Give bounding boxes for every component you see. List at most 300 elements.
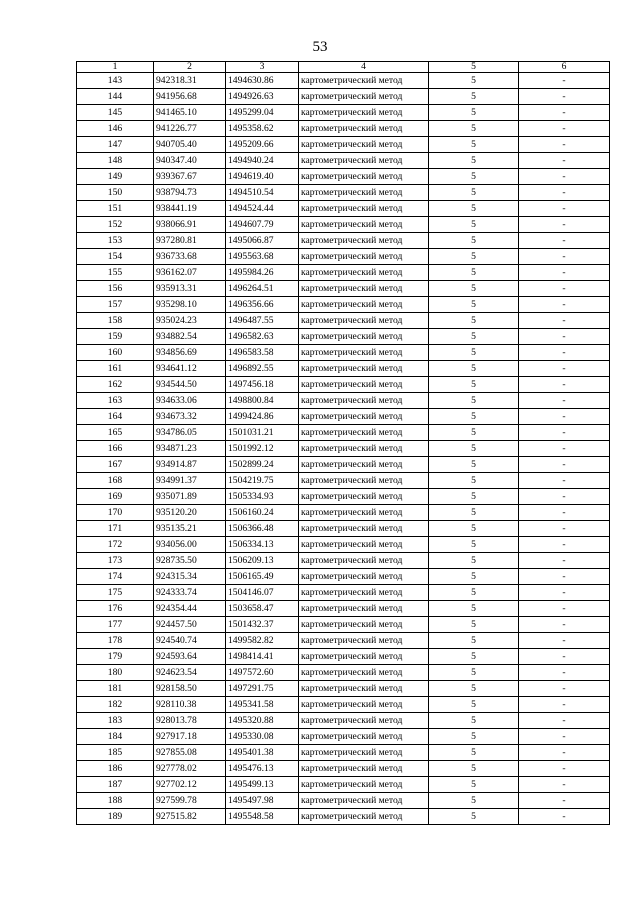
cell-coord-x: 940705.40	[154, 137, 226, 153]
cell-point-number: 165	[77, 425, 154, 441]
cell-accuracy: 5	[429, 777, 519, 793]
cell-coord-y: 1506160.24	[226, 505, 299, 521]
cell-coord-x: 934871.23	[154, 441, 226, 457]
cell-point-number: 162	[77, 377, 154, 393]
cell-method: картометрический метод	[299, 681, 429, 697]
cell-method: картометрический метод	[299, 505, 429, 521]
cell-coord-x: 941956.68	[154, 89, 226, 105]
cell-coord-x: 934544.50	[154, 377, 226, 393]
cell-accuracy: 5	[429, 265, 519, 281]
cell-coord-y: 1499582.82	[226, 633, 299, 649]
cell-note: -	[519, 697, 610, 713]
cell-method: картометрический метод	[299, 233, 429, 249]
table-row	[77, 617, 610, 633]
cell-point-number: 167	[77, 457, 154, 473]
cell-coord-y: 1495299.04	[226, 105, 299, 121]
table-row	[77, 473, 610, 489]
cell-method: картометрический метод	[299, 569, 429, 585]
cell-coord-x: 927702.12	[154, 777, 226, 793]
cell-point-number: 185	[77, 745, 154, 761]
cell-accuracy: 5	[429, 169, 519, 185]
header-col-1: 1	[77, 62, 154, 73]
cell-point-number: 184	[77, 729, 154, 745]
cell-note: -	[519, 217, 610, 233]
cell-point-number: 143	[77, 73, 154, 89]
cell-accuracy: 5	[429, 649, 519, 665]
cell-coord-x: 924333.74	[154, 585, 226, 601]
cell-coord-y: 1494619.40	[226, 169, 299, 185]
cell-point-number: 159	[77, 329, 154, 345]
table-row	[77, 201, 610, 217]
cell-point-number: 163	[77, 393, 154, 409]
table-row	[77, 553, 610, 569]
cell-note: -	[519, 729, 610, 745]
cell-note: -	[519, 585, 610, 601]
cell-coord-x: 938066.91	[154, 217, 226, 233]
cell-note: -	[519, 185, 610, 201]
cell-point-number: 177	[77, 617, 154, 633]
cell-note: -	[519, 521, 610, 537]
cell-accuracy: 5	[429, 73, 519, 89]
table-row	[77, 345, 610, 361]
cell-accuracy: 5	[429, 249, 519, 265]
cell-method: картометрический метод	[299, 553, 429, 569]
cell-coord-x: 938794.73	[154, 185, 226, 201]
table-row	[77, 681, 610, 697]
cell-accuracy: 5	[429, 745, 519, 761]
cell-accuracy: 5	[429, 601, 519, 617]
cell-coord-y: 1499424.86	[226, 409, 299, 425]
table-body	[77, 73, 610, 825]
cell-accuracy: 5	[429, 281, 519, 297]
cell-coord-y: 1495563.68	[226, 249, 299, 265]
cell-accuracy: 5	[429, 441, 519, 457]
table-row	[77, 505, 610, 521]
cell-method: картометрический метод	[299, 249, 429, 265]
cell-coord-x: 934914.87	[154, 457, 226, 473]
cell-point-number: 166	[77, 441, 154, 457]
cell-accuracy: 5	[429, 361, 519, 377]
cell-method: картометрический метод	[299, 745, 429, 761]
cell-coord-x: 935071.89	[154, 489, 226, 505]
table-row	[77, 137, 610, 153]
cell-point-number: 150	[77, 185, 154, 201]
cell-note: -	[519, 553, 610, 569]
table-row	[77, 153, 610, 169]
cell-point-number: 188	[77, 793, 154, 809]
table-row	[77, 665, 610, 681]
cell-coord-x: 927599.78	[154, 793, 226, 809]
cell-coord-y: 1496356.66	[226, 297, 299, 313]
cell-coord-x: 939367.67	[154, 169, 226, 185]
cell-point-number: 172	[77, 537, 154, 553]
cell-method: картометрический метод	[299, 377, 429, 393]
cell-coord-y: 1506209.13	[226, 553, 299, 569]
cell-method: картометрический метод	[299, 265, 429, 281]
table-row	[77, 121, 610, 137]
cell-method: картометрический метод	[299, 409, 429, 425]
cell-coord-y: 1495984.26	[226, 265, 299, 281]
cell-point-number: 149	[77, 169, 154, 185]
cell-coord-y: 1498800.84	[226, 393, 299, 409]
table-row	[77, 521, 610, 537]
cell-accuracy: 5	[429, 201, 519, 217]
cell-coord-y: 1495066.87	[226, 233, 299, 249]
cell-coord-x: 934673.32	[154, 409, 226, 425]
table-row	[77, 297, 610, 313]
table-row	[77, 441, 610, 457]
cell-coord-y: 1495330.08	[226, 729, 299, 745]
cell-coord-x: 927778.02	[154, 761, 226, 777]
header-col-3: 3	[226, 62, 299, 73]
cell-method: картометрический метод	[299, 153, 429, 169]
cell-point-number: 164	[77, 409, 154, 425]
cell-coord-x: 934991.37	[154, 473, 226, 489]
table-row	[77, 729, 610, 745]
cell-point-number: 152	[77, 217, 154, 233]
cell-note: -	[519, 153, 610, 169]
cell-coord-x: 928158.50	[154, 681, 226, 697]
page-number: 53	[312, 39, 328, 55]
cell-point-number: 144	[77, 89, 154, 105]
cell-point-number: 168	[77, 473, 154, 489]
cell-method: картометрический метод	[299, 185, 429, 201]
cell-point-number: 148	[77, 153, 154, 169]
cell-coord-x: 924457.50	[154, 617, 226, 633]
cell-point-number: 175	[77, 585, 154, 601]
table-row	[77, 169, 610, 185]
cell-point-number: 176	[77, 601, 154, 617]
cell-accuracy: 5	[429, 345, 519, 361]
cell-coord-y: 1503658.47	[226, 601, 299, 617]
cell-accuracy: 5	[429, 713, 519, 729]
cell-accuracy: 5	[429, 425, 519, 441]
cell-method: картометрический метод	[299, 393, 429, 409]
cell-coord-y: 1496583.58	[226, 345, 299, 361]
cell-point-number: 160	[77, 345, 154, 361]
cell-accuracy: 5	[429, 553, 519, 569]
cell-accuracy: 5	[429, 617, 519, 633]
cell-method: картометрический метод	[299, 457, 429, 473]
cell-coord-x: 924623.54	[154, 665, 226, 681]
cell-accuracy: 5	[429, 313, 519, 329]
cell-point-number: 187	[77, 777, 154, 793]
cell-coord-x: 924540.74	[154, 633, 226, 649]
cell-coord-x: 936162.07	[154, 265, 226, 281]
cell-point-number: 178	[77, 633, 154, 649]
cell-coord-y: 1502899.24	[226, 457, 299, 473]
cell-note: -	[519, 89, 610, 105]
cell-method: картометрический метод	[299, 361, 429, 377]
cell-method: картометрический метод	[299, 729, 429, 745]
cell-point-number: 157	[77, 297, 154, 313]
cell-accuracy: 5	[429, 665, 519, 681]
table-row	[77, 377, 610, 393]
cell-coord-x: 934633.06	[154, 393, 226, 409]
cell-coord-x: 940347.40	[154, 153, 226, 169]
cell-method: картометрический метод	[299, 121, 429, 137]
cell-method: картометрический метод	[299, 441, 429, 457]
cell-method: картометрический метод	[299, 105, 429, 121]
cell-coord-y: 1506334.13	[226, 537, 299, 553]
cell-note: -	[519, 121, 610, 137]
cell-accuracy: 5	[429, 137, 519, 153]
cell-note: -	[519, 713, 610, 729]
cell-coord-y: 1506366.48	[226, 521, 299, 537]
cell-note: -	[519, 761, 610, 777]
cell-coord-y: 1495499.13	[226, 777, 299, 793]
cell-accuracy: 5	[429, 681, 519, 697]
cell-coord-y: 1494524.44	[226, 201, 299, 217]
cell-method: картометрический метод	[299, 601, 429, 617]
cell-note: -	[519, 505, 610, 521]
cell-point-number: 183	[77, 713, 154, 729]
cell-method: картометрический метод	[299, 297, 429, 313]
cell-accuracy: 5	[429, 809, 519, 825]
cell-coord-x: 936733.68	[154, 249, 226, 265]
cell-accuracy: 5	[429, 457, 519, 473]
table-row	[77, 761, 610, 777]
cell-coord-y: 1496892.55	[226, 361, 299, 377]
cell-coord-y: 1496582.63	[226, 329, 299, 345]
cell-coord-x: 924354.44	[154, 601, 226, 617]
cell-point-number: 171	[77, 521, 154, 537]
cell-note: -	[519, 393, 610, 409]
cell-accuracy: 5	[429, 297, 519, 313]
cell-note: -	[519, 681, 610, 697]
header-col-5: 5	[429, 62, 519, 73]
cell-method: картометрический метод	[299, 633, 429, 649]
table-row	[77, 569, 610, 585]
cell-note: -	[519, 409, 610, 425]
cell-coord-y: 1501992.12	[226, 441, 299, 457]
cell-coord-x: 942318.31	[154, 73, 226, 89]
cell-method: картометрический метод	[299, 777, 429, 793]
table-row	[77, 89, 610, 105]
cell-accuracy: 5	[429, 121, 519, 137]
cell-accuracy: 5	[429, 761, 519, 777]
cell-coord-y: 1495358.62	[226, 121, 299, 137]
cell-note: -	[519, 633, 610, 649]
cell-accuracy: 5	[429, 153, 519, 169]
cell-coord-x: 924593.64	[154, 649, 226, 665]
cell-coord-y: 1495341.58	[226, 697, 299, 713]
cell-coord-y: 1495497.98	[226, 793, 299, 809]
cell-coord-x: 938441.19	[154, 201, 226, 217]
cell-note: -	[519, 329, 610, 345]
cell-method: картометрический метод	[299, 665, 429, 681]
cell-method: картометрический метод	[299, 201, 429, 217]
cell-coord-x: 935298.10	[154, 297, 226, 313]
cell-method: картометрический метод	[299, 425, 429, 441]
cell-coord-y: 1495548.58	[226, 809, 299, 825]
cell-method: картометрический метод	[299, 617, 429, 633]
cell-accuracy: 5	[429, 537, 519, 553]
table-row	[77, 105, 610, 121]
cell-point-number: 170	[77, 505, 154, 521]
table-row	[77, 489, 610, 505]
table-row	[77, 633, 610, 649]
cell-accuracy: 5	[429, 89, 519, 105]
cell-point-number: 147	[77, 137, 154, 153]
cell-note: -	[519, 105, 610, 121]
cell-method: картометрический метод	[299, 329, 429, 345]
table-row	[77, 265, 610, 281]
cell-accuracy: 5	[429, 633, 519, 649]
cell-method: картометрический метод	[299, 489, 429, 505]
cell-point-number: 155	[77, 265, 154, 281]
cell-method: картометрический метод	[299, 313, 429, 329]
cell-accuracy: 5	[429, 585, 519, 601]
table-row	[77, 73, 610, 89]
cell-note: -	[519, 297, 610, 313]
table-row	[77, 649, 610, 665]
cell-note: -	[519, 537, 610, 553]
cell-point-number: 181	[77, 681, 154, 697]
cell-note: -	[519, 809, 610, 825]
cell-method: картометрический метод	[299, 169, 429, 185]
cell-coord-x: 927855.08	[154, 745, 226, 761]
cell-method: картометрический метод	[299, 89, 429, 105]
cell-coord-x: 928735.50	[154, 553, 226, 569]
table-row	[77, 249, 610, 265]
table-row	[77, 601, 610, 617]
cell-note: -	[519, 137, 610, 153]
table-header	[77, 62, 610, 73]
table-row	[77, 697, 610, 713]
cell-note: -	[519, 425, 610, 441]
cell-note: -	[519, 233, 610, 249]
cell-note: -	[519, 201, 610, 217]
cell-coord-x: 934641.12	[154, 361, 226, 377]
table-row	[77, 361, 610, 377]
cell-accuracy: 5	[429, 409, 519, 425]
cell-coord-x: 928110.38	[154, 697, 226, 713]
cell-coord-x: 941226.77	[154, 121, 226, 137]
table-row	[77, 281, 610, 297]
header-row	[77, 62, 610, 73]
cell-coord-x: 935120.20	[154, 505, 226, 521]
header-col-6: 6	[519, 62, 610, 73]
cell-coord-y: 1494510.54	[226, 185, 299, 201]
cell-coord-y: 1497456.18	[226, 377, 299, 393]
cell-coord-x: 927917.18	[154, 729, 226, 745]
cell-note: -	[519, 377, 610, 393]
cell-accuracy: 5	[429, 217, 519, 233]
cell-coord-x: 924315.34	[154, 569, 226, 585]
cell-method: картометрический метод	[299, 585, 429, 601]
cell-note: -	[519, 361, 610, 377]
cell-method: картометрический метод	[299, 473, 429, 489]
cell-point-number: 182	[77, 697, 154, 713]
cell-accuracy: 5	[429, 377, 519, 393]
cell-method: картометрический метод	[299, 217, 429, 233]
cell-coord-y: 1494940.24	[226, 153, 299, 169]
cell-point-number: 161	[77, 361, 154, 377]
cell-coord-y: 1501432.37	[226, 617, 299, 633]
cell-note: -	[519, 265, 610, 281]
cell-coord-x: 937280.81	[154, 233, 226, 249]
cell-coord-y: 1495401.38	[226, 745, 299, 761]
cell-point-number: 180	[77, 665, 154, 681]
cell-point-number: 158	[77, 313, 154, 329]
cell-method: картометрический метод	[299, 345, 429, 361]
cell-coord-y: 1494630.86	[226, 73, 299, 89]
cell-note: -	[519, 617, 610, 633]
cell-coord-y: 1498414.41	[226, 649, 299, 665]
cell-note: -	[519, 169, 610, 185]
cell-accuracy: 5	[429, 569, 519, 585]
cell-coord-y: 1505334.93	[226, 489, 299, 505]
cell-note: -	[519, 601, 610, 617]
table-row	[77, 313, 610, 329]
cell-note: -	[519, 457, 610, 473]
cell-accuracy: 5	[429, 489, 519, 505]
cell-method: картометрический метод	[299, 137, 429, 153]
cell-note: -	[519, 441, 610, 457]
coordinates-table	[76, 61, 610, 825]
cell-coord-y: 1494607.79	[226, 217, 299, 233]
cell-coord-x: 935135.21	[154, 521, 226, 537]
cell-coord-y: 1494926.63	[226, 89, 299, 105]
table-row	[77, 809, 610, 825]
cell-point-number: 179	[77, 649, 154, 665]
cell-method: картометрический метод	[299, 281, 429, 297]
cell-accuracy: 5	[429, 793, 519, 809]
cell-accuracy: 5	[429, 473, 519, 489]
cell-coord-y: 1495476.13	[226, 761, 299, 777]
cell-coord-y: 1496264.51	[226, 281, 299, 297]
cell-coord-y: 1506165.49	[226, 569, 299, 585]
cell-method: картометрический метод	[299, 537, 429, 553]
cell-method: картометрический метод	[299, 697, 429, 713]
cell-method: картометрический метод	[299, 793, 429, 809]
table-row	[77, 409, 610, 425]
cell-note: -	[519, 473, 610, 489]
cell-note: -	[519, 73, 610, 89]
table-row	[77, 585, 610, 601]
cell-coord-y: 1495320.88	[226, 713, 299, 729]
cell-method: картометрический метод	[299, 761, 429, 777]
cell-note: -	[519, 489, 610, 505]
cell-point-number: 146	[77, 121, 154, 137]
cell-note: -	[519, 793, 610, 809]
cell-coord-y: 1504146.07	[226, 585, 299, 601]
table-row	[77, 713, 610, 729]
cell-accuracy: 5	[429, 697, 519, 713]
table-row	[77, 393, 610, 409]
cell-coord-y: 1495209.66	[226, 137, 299, 153]
cell-accuracy: 5	[429, 393, 519, 409]
cell-coord-y: 1501031.21	[226, 425, 299, 441]
cell-coord-x: 934882.54	[154, 329, 226, 345]
cell-coord-x: 928013.78	[154, 713, 226, 729]
cell-coord-x: 935913.31	[154, 281, 226, 297]
table-row	[77, 217, 610, 233]
cell-method: картометрический метод	[299, 713, 429, 729]
cell-accuracy: 5	[429, 185, 519, 201]
table-row	[77, 329, 610, 345]
cell-accuracy: 5	[429, 329, 519, 345]
cell-coord-y: 1496487.55	[226, 313, 299, 329]
cell-note: -	[519, 313, 610, 329]
cell-point-number: 154	[77, 249, 154, 265]
cell-accuracy: 5	[429, 505, 519, 521]
cell-coord-x: 934856.69	[154, 345, 226, 361]
cell-accuracy: 5	[429, 521, 519, 537]
table-row	[77, 457, 610, 473]
cell-method: картометрический метод	[299, 809, 429, 825]
